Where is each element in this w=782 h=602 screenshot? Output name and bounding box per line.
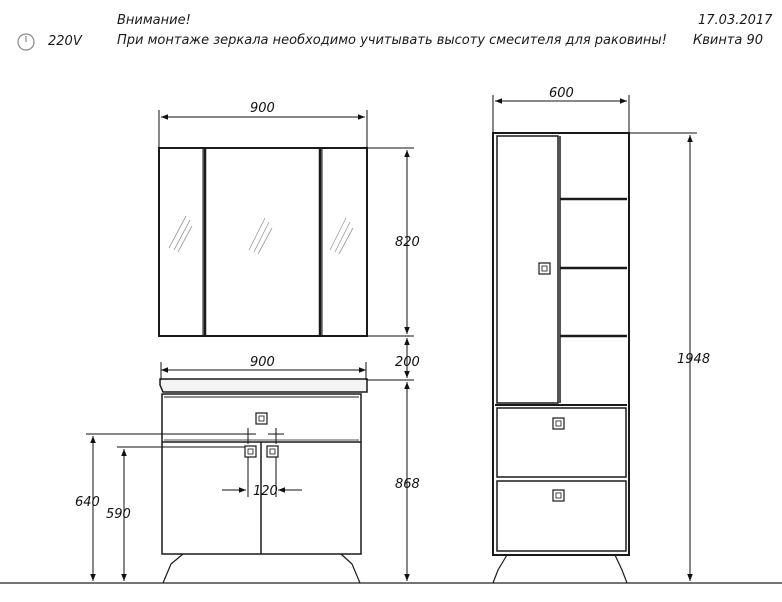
mirror-height-label: 820 [395, 235, 420, 250]
cabinet-height-label: 1948 [677, 352, 711, 367]
vanity-unit [160, 379, 367, 583]
drawing-date: 17.03.2017 [698, 13, 773, 28]
cabinet-width-label: 600 [549, 86, 574, 101]
product-name: Квинта 90 [693, 33, 764, 48]
gap-label: 200 [395, 355, 420, 370]
vanity-width-label: 900 [250, 355, 275, 370]
height-640-label: 640 [75, 495, 100, 510]
height-590-label: 590 [106, 507, 131, 522]
warning-title: Внимание! [117, 13, 191, 28]
mirror-cabinet [159, 148, 367, 336]
tall-cabinet [493, 133, 629, 583]
vanity-height-label: 868 [395, 477, 420, 492]
power-icon [18, 34, 34, 50]
tap-spacing-label: 120 [253, 484, 278, 499]
voltage-label: 220V [48, 34, 82, 49]
mirror-width-label: 900 [250, 101, 275, 116]
height-590-dimension [117, 447, 245, 581]
warning-text: При монтаже зеркала необходимо учитывать высоту смесителя для раковины! [117, 33, 667, 48]
